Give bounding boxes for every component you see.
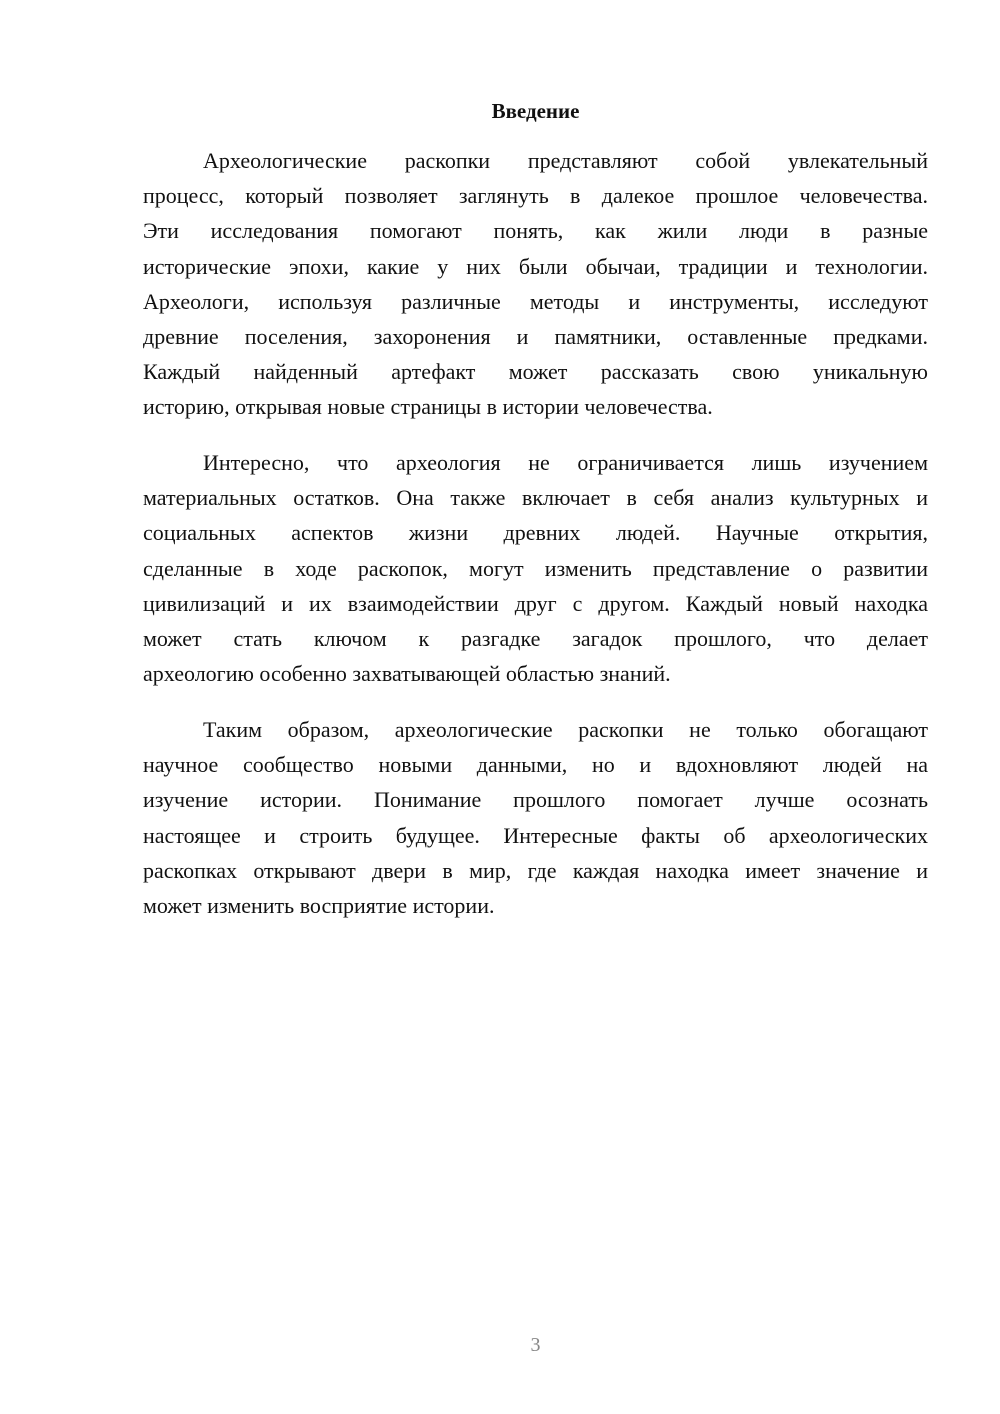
text-line: может изменить восприятие истории. — [143, 892, 495, 918]
text-line: цивилизаций и их взаимодействии друг с другом. Каждый новый находка — [143, 590, 928, 616]
text-line: настоящее и строить будущее. Интересные факты об археологических — [143, 822, 928, 848]
text-line: социальных аспектов жизни древних людей. Научные открытия, — [143, 520, 928, 546]
text-line: сделанные в ходе раскопок, могут изменить представление о развитии — [143, 555, 928, 581]
text-line: может стать ключом к разгадке загадок прошлого, что делает — [143, 625, 928, 651]
text-line: изучение истории. Понимание прошлого помогает лучше осознать — [143, 787, 928, 813]
text-line: раскопках открывают двери в мир, где каждая находка имеет значение и — [143, 857, 928, 883]
text-line: историю, открывая новые страницы в истории человечества. — [143, 394, 713, 420]
paragraph-3 — [143, 712, 928, 923]
page-number: 3 — [530, 1334, 541, 1356]
text-line: Таким образом, археологические раскопки не только обогащают — [203, 717, 928, 742]
text-line: научное сообщество новыми данными, но и вдохновляют людей на — [143, 752, 928, 778]
text-line: Археологические раскопки представляют собой увлекательный — [203, 148, 928, 173]
text-line: археологию особенно захватывающей областью знаний. — [143, 661, 671, 687]
text-line: материальных остатков. Она также включает в себя анализ культурных и — [143, 485, 928, 511]
text-line: древние поселения, захоронения и памятники, оставленные предками. — [143, 323, 928, 349]
text-line: Археологи, используя различные методы и инструменты, исследуют — [143, 288, 928, 314]
text-line: Интересно, что археология не ограничивается лишь изучением — [203, 450, 928, 475]
text-line: Каждый найденный артефакт может рассказать свою уникальную — [143, 359, 928, 385]
text-line: Эти исследования помогают понять, как жили люди в разные — [143, 218, 928, 244]
paragraph-2 — [143, 445, 928, 691]
text-line: процесс, который позволяет заглянуть в далекое прошлое человечества. — [143, 183, 928, 209]
page-title: Введение — [491, 99, 580, 123]
text-line: исторические эпохи, какие у них были обычаи, традиции и технологии. — [143, 253, 928, 279]
paragraph-1 — [143, 143, 928, 425]
